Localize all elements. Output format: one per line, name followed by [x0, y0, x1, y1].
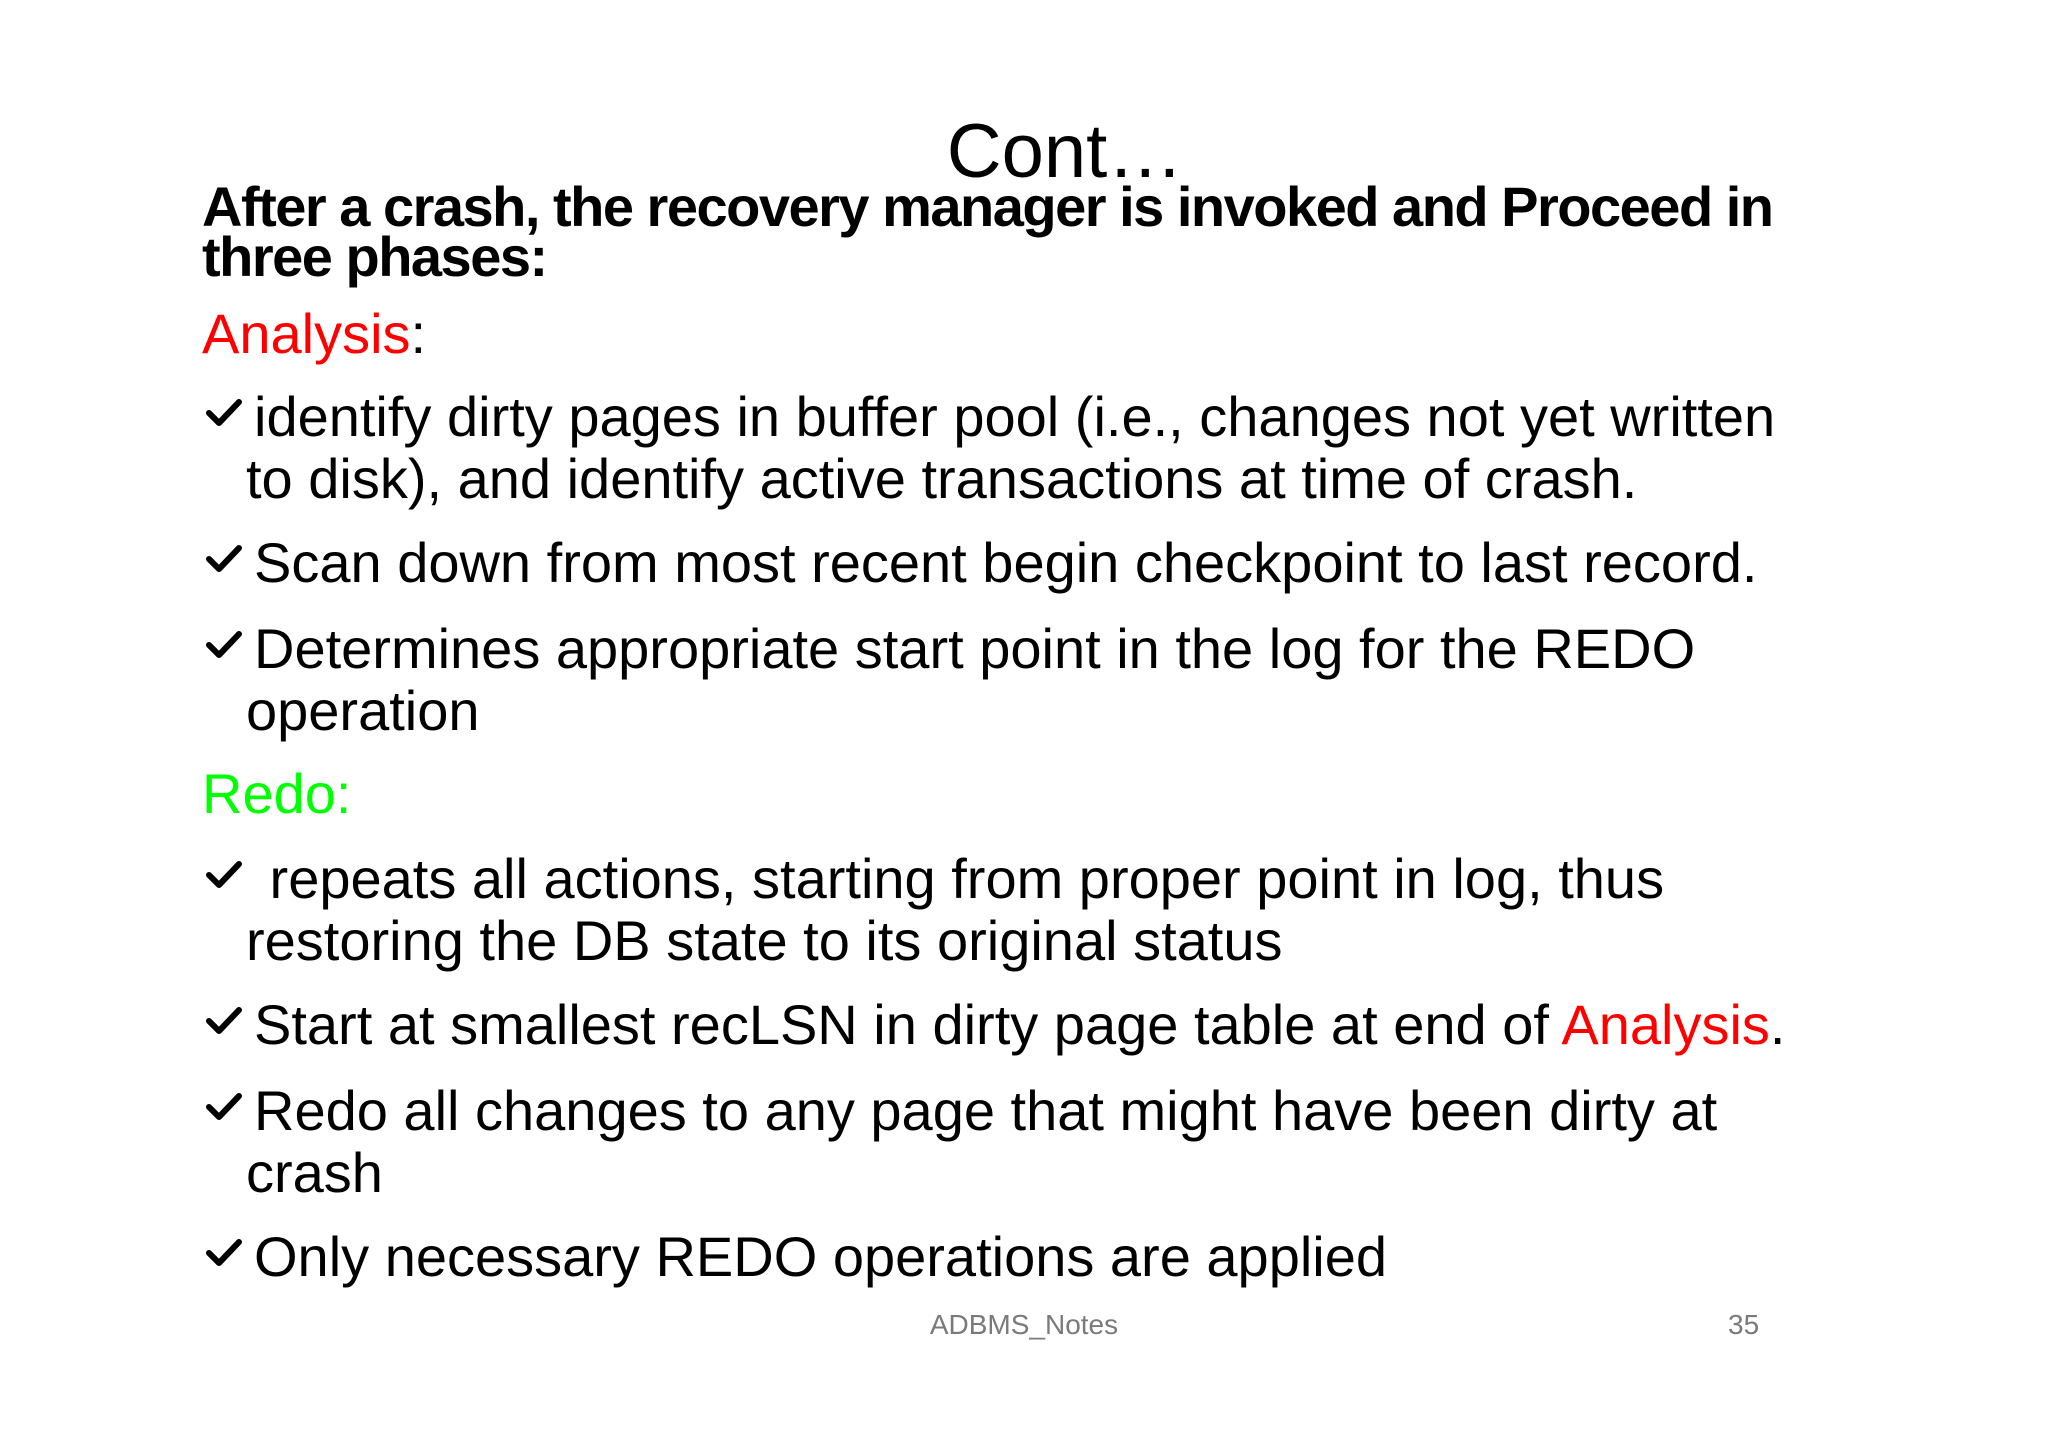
analysis-bullet-3-line-1: Determines appropriate start point in the log for the REDO [254, 617, 1696, 680]
analysis-bullet-1 [206, 386, 1775, 510]
analysis-heading-label: Analysis [202, 302, 411, 365]
redo-bullet-2-highlight: Analysis [1561, 993, 1770, 1056]
slide-title: Cont… [946, 109, 1184, 194]
redo-bullet-3-line-1: Redo all changes to any page that might have been dirty at [254, 1079, 1718, 1142]
analysis-bullet-3 [206, 618, 1695, 742]
checkmark-icon [206, 1006, 246, 1036]
checkmark-icon [206, 398, 246, 428]
redo-bullet-1-line-1: repeats all actions, starting from proper point in log, thus [254, 847, 1665, 910]
redo-bullet-1 [206, 848, 1664, 972]
redo-heading: Redo: [202, 762, 352, 825]
redo-bullet-3-line-2: crash [246, 1141, 383, 1204]
analysis-bullet-2 [206, 532, 1757, 594]
analysis-bullet-1-line-2: to disk), and identify active transactions at time of crash. [246, 447, 1638, 510]
analysis-heading [202, 302, 426, 366]
redo-bullet-3 [206, 1080, 1717, 1204]
checkmark-icon [206, 630, 246, 660]
checkmark-icon [206, 544, 246, 574]
redo-bullet-2-line-1: Start at smallest recLSN in dirty page table at end of [254, 993, 1562, 1056]
redo-bullet-4-line-1: Only necessary REDO operations are applied [254, 1225, 1388, 1288]
intro-line-2: three phases: [202, 225, 547, 288]
analysis-bullet-2-line-1: Scan down from most recent begin checkpoint to last record. [254, 531, 1758, 594]
page-number: 35 [1728, 1309, 1760, 1340]
redo-bullet-2 [206, 994, 1785, 1056]
intro-line-1: After a crash, the recovery manager is invoked and Proceed in [202, 175, 1773, 238]
redo-bullet-1-line-2: restoring the DB state to its original status [246, 909, 1283, 972]
checkmark-icon [206, 1092, 246, 1122]
checkmark-icon [206, 860, 246, 890]
redo-bullet-4 [206, 1226, 1387, 1288]
checkmark-icon [206, 1238, 246, 1268]
redo-bullet-2-suffix: . [1769, 993, 1786, 1056]
intro-text [202, 175, 1902, 288]
analysis-bullet-3-line-2: operation [246, 679, 480, 742]
analysis-bullet-1-line-1: identify dirty pages in buffer pool (i.e., changes not yet written [254, 385, 1776, 448]
footer-label: ADBMS_Notes [929, 1309, 1119, 1340]
analysis-heading-colon: : [410, 302, 427, 365]
